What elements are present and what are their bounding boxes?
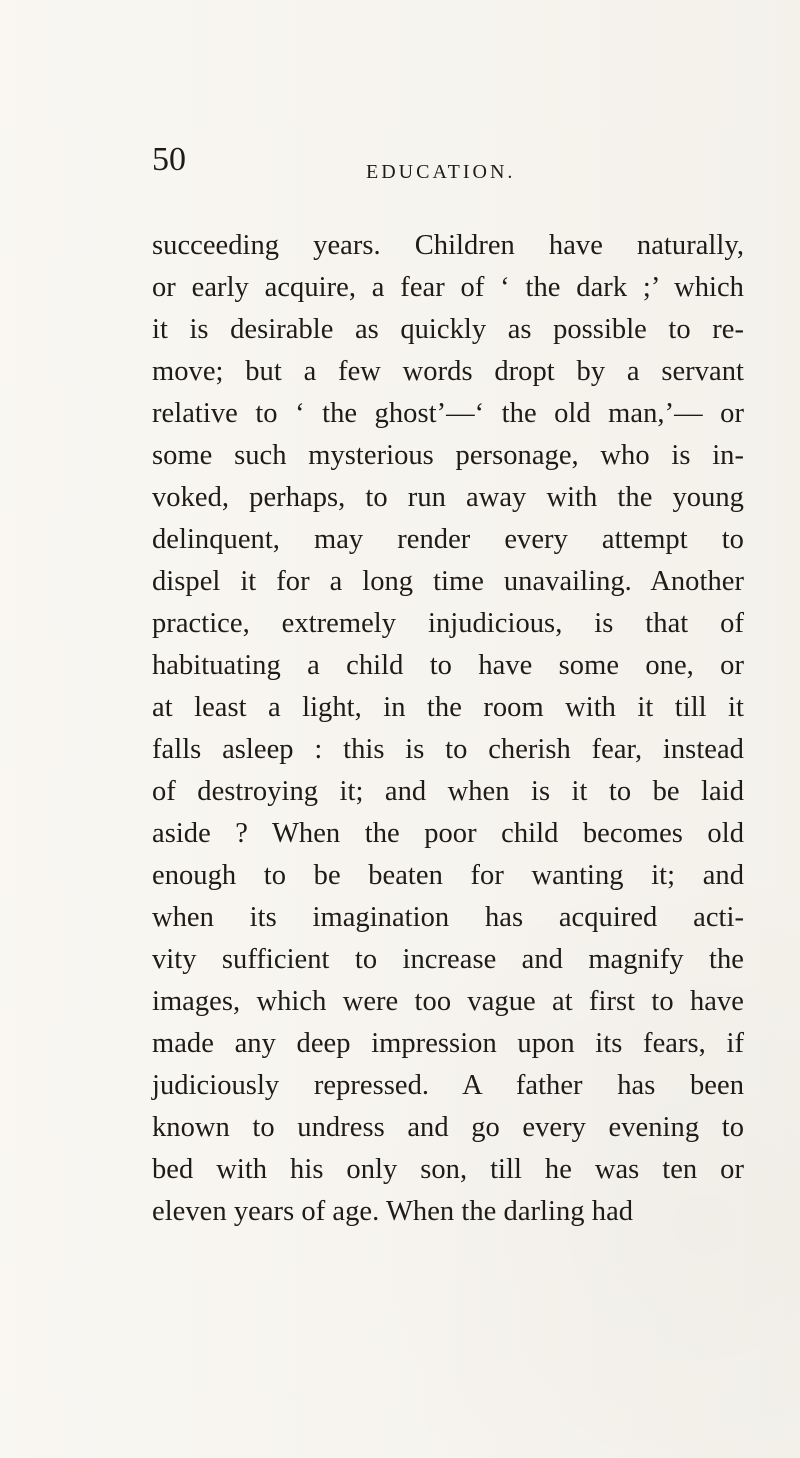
text-line: known to undress and go every evening to <box>152 1112 744 1143</box>
text-line: move; but a few words dropt by a servant <box>152 356 744 387</box>
text-line: delinquent, may render every attempt to <box>152 524 744 555</box>
text-line: some such mysterious personage, who is in- <box>152 440 744 471</box>
text-line: habituating a child to have some one, or <box>152 650 744 681</box>
text-line: practice, extremely injudicious, is that of <box>152 608 744 639</box>
text-line: of destroying it; and when is it to be laid <box>152 776 744 807</box>
text-line: made any deep impression upon its fears, if <box>152 1028 744 1059</box>
text-line: bed with his only son, till he was ten or <box>152 1154 744 1185</box>
running-title: EDUCATION. <box>366 161 516 183</box>
text-line: or early acquire, a fear of ‘ the dark ;’ which <box>152 272 744 303</box>
text-line: it is desirable as quickly as possible to re- <box>152 314 744 345</box>
text-line: falls asleep : this is to cherish fear, instead <box>152 734 744 765</box>
text-line: voked, perhaps, to run away with the young <box>152 482 744 513</box>
page-number: 50 <box>152 141 186 178</box>
text-line: aside ? When the poor child becomes old <box>152 818 744 849</box>
body-text <box>152 225 744 1233</box>
page-header <box>152 142 744 192</box>
text-line: enough to be beaten for wanting it; and <box>152 860 744 891</box>
text-line: dispel it for a long time unavailing. Another <box>152 566 744 597</box>
text-line: eleven years of age. When the darling had <box>152 1196 634 1227</box>
text-line: judiciously repressed. A father has been <box>152 1070 744 1101</box>
text-line: relative to ‘ the ghost’—‘ the old man,’— or <box>152 398 744 429</box>
text-line: images, which were too vague at first to have <box>152 986 744 1017</box>
text-line: at least a light, in the room with it till it <box>152 692 744 723</box>
text-line: vity sufficient to increase and magnify the <box>152 944 744 975</box>
text-line: succeeding years. Children have naturally, <box>152 230 744 261</box>
text-line: when its imagination has acquired acti- <box>152 902 744 933</box>
